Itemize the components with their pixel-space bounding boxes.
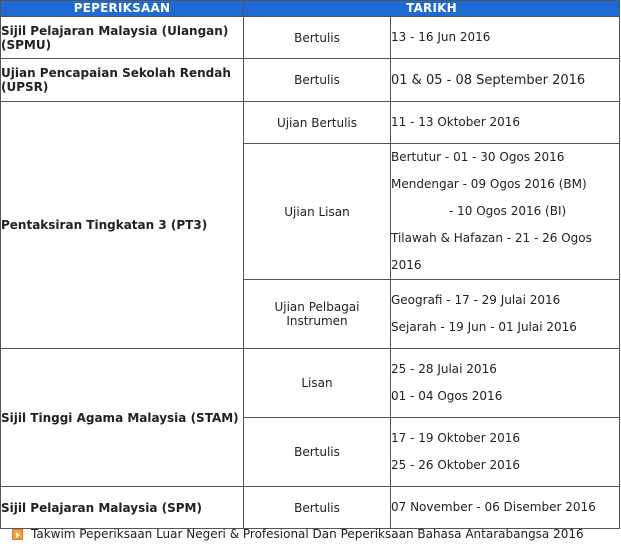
header-exam: PEPERIKSAAN [1,1,244,17]
dates-pt3-instrumen [391,280,620,349]
exam-name-stam: Sijil Tinggi Agama Malaysia (STAM) [1,349,244,487]
table-row-stam-lisan [1,349,620,418]
dates-upsr [391,59,620,102]
method-stam-lisan: Lisan [244,349,391,418]
table-row-upsr [1,59,620,102]
method-spmu: Bertulis [244,17,391,59]
dates-stam-lisan [391,349,620,418]
method-upsr: Bertulis [244,59,391,102]
method-pt3-lisan: Ujian Lisan [244,144,391,280]
date-line: 01 & 05 - 08 September 2016 [391,72,586,88]
method-stam-bertulis: Bertulis [244,418,391,487]
date-line: 17 - 19 Oktober 2016 [391,431,521,445]
dates-pt3-lisan [391,144,620,280]
exam-name-upsr: Ujian Pencapaian Sekolah Rendah (UPSR) [1,59,244,102]
date-line: 13 - 16 Jun 2016 [391,30,491,44]
footer-link-label: Takwim Peperiksaan Luar Negeri & Profesional Dan Peperiksaan Bahasa Antarabangsa 2016 [31,527,584,541]
date-line: - 10 Ogos 2016 (BI) [449,204,567,218]
table-row-spmu [1,17,620,59]
table-row-spm [1,487,620,529]
date-line: Sejarah - 19 Jun - 01 Julai 2016 [391,320,577,334]
date-line: Geografi - 17 - 29 Julai 2016 [391,293,561,307]
table-row-pt3-bertulis [1,102,620,144]
exam-name-spmu: Sijil Pelajaran Malaysia (Ulangan) (SPMU) [1,17,244,59]
exam-name-pt3: Pentaksiran Tingkatan 3 (PT3) [1,102,244,349]
date-line: 25 - 28 Julai 2016 [391,362,497,376]
date-line: 25 - 26 Oktober 2016 [391,458,521,472]
date-line: Tilawah & Hafazan - 21 - 26 Ogos 2016 [391,231,592,272]
dates-spmu [391,17,620,59]
method-spm: Bertulis [244,487,391,529]
date-line: 01 - 04 Ogos 2016 [391,389,503,403]
arrow-bullet-icon [12,529,23,540]
dates-stam-bertulis [391,418,620,487]
date-line: 07 November - 06 Disember 2016 [391,500,596,514]
exam-name-spm: Sijil Pelajaran Malaysia (SPM) [1,487,244,529]
date-line: Mendengar - 09 Ogos 2016 (BM) [391,177,587,191]
method-pt3-instrumen: Ujian Pelbagai Instrumen [244,280,391,349]
footer-link-takwim[interactable] [12,527,584,541]
table-header-row [1,1,620,17]
date-line: Bertutur - 01 - 30 Ogos 2016 [391,150,565,164]
method-pt3-bertulis: Ujian Bertulis [244,102,391,144]
dates-pt3-bertulis [391,102,620,144]
dates-spm [391,487,620,529]
header-date: TARIKH [244,1,620,17]
date-line: 11 - 13 Oktober 2016 [391,115,521,129]
